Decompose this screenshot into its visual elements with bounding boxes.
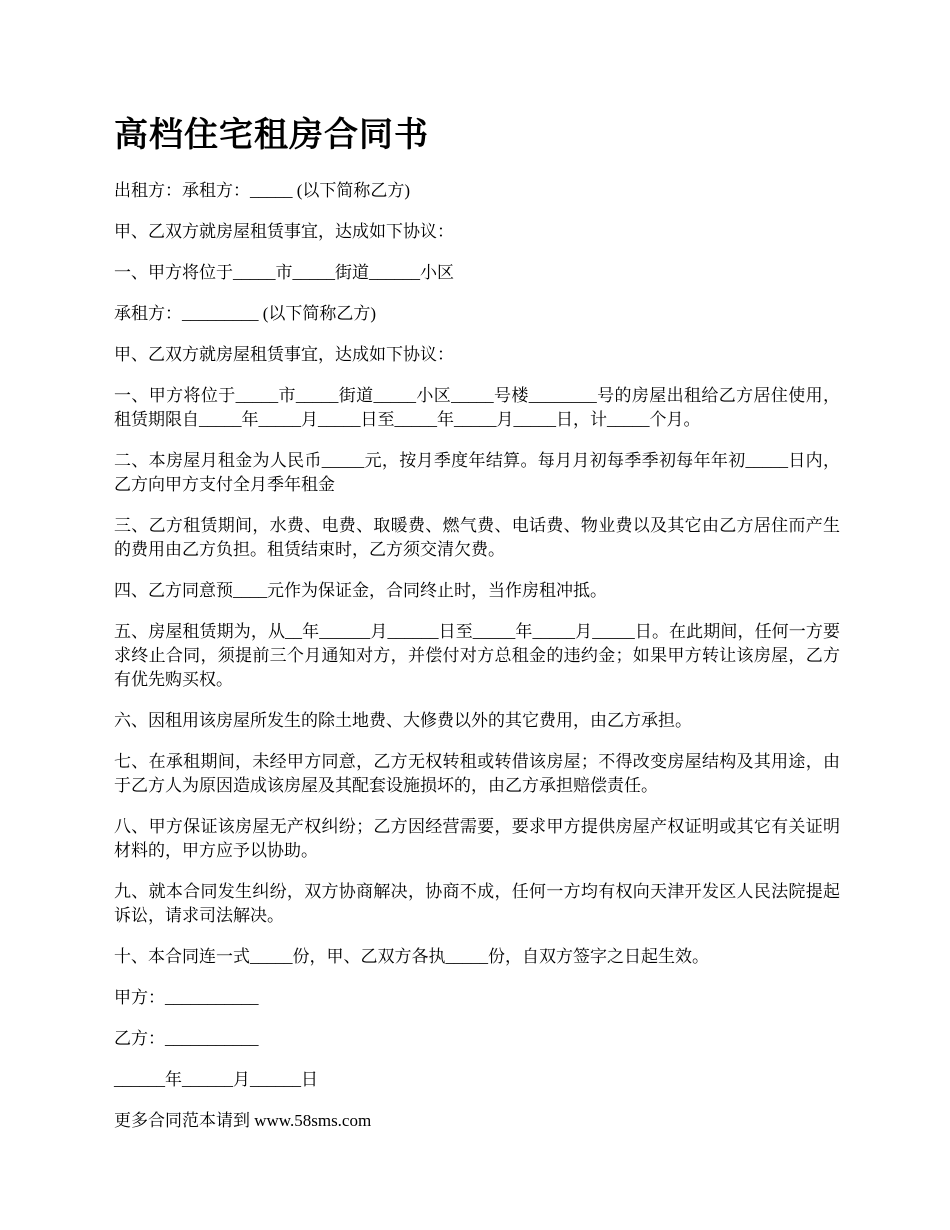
clause-7: 七、在承租期间，未经甲方同意，乙方无权转租或转借该房屋；不得改变房屋结构及其用途，由于乙方人为原因造成该房屋及其配套设施损坏的，由乙方承担赔偿责任。 [114,752,840,795]
document-page [114,112,840,1150]
clause-2: 二、本房屋月租金为人民币_____元，按月季度年结算。每月月初每季季初每年年初_____日内，乙方向甲方支付全月季年租金 [114,451,840,494]
clause-1: 一、甲方将位于_____市_____街道_____小区_____号楼________号的房屋出租给乙方居住使用，租赁期限自_____年_____月_____日至_____年_____月_____日，计_____个月。 [114,386,840,429]
signature-party-a: 甲方：___________ [114,988,259,1007]
paragraph-agreement-intro: 甲、乙双方就房屋租赁事宜，达成如下协议： [114,222,454,241]
paragraph-lessee: 承租方：_________ (以下简称乙方) [114,304,377,323]
clause-10: 十、本合同连一式_____份，甲、乙双方各执_____份，自双方签字之日起生效。 [114,947,709,966]
paragraph-location-short: 一、甲方将位于_____市_____街道______小区 [114,263,454,282]
paragraph-agreement-intro-2: 甲、乙双方就房屋租赁事宜，达成如下协议： [114,345,454,364]
signature-party-b: 乙方：___________ [114,1029,259,1048]
document-title: 高档住宅租房合同书 [114,117,429,154]
clause-4: 四、乙方同意预____元作为保证金，合同终止时，当作房租冲抵。 [114,581,607,600]
paragraph-lessor-lessee: 出租方：承租方：_____ (以下简称乙方) [114,181,411,200]
clause-5: 五、房屋租赁期为，从__年______月______日至_____年_____月_____日。在此期间，任何一方要求终止合同，须提前三个月通知对方，并偿付对方总租金的违约金；如果甲方转让该房屋，乙方有优先购买权。 [114,622,840,689]
clause-3: 三、乙方租赁期间，水费、电费、取暖费、燃气费、电话费、物业费以及其它由乙方居住而产生的费用由乙方负担。租赁结束时，乙方须交清欠费。 [114,516,840,559]
clause-9: 九、就本合同发生纠纷，双方协商解决，协商不成，任何一方均有权向天津开发区人民法院提起诉讼，请求司法解决。 [114,882,840,925]
signature-date: ______年______月______日 [114,1070,318,1089]
clause-6: 六、因租用该房屋所发生的除土地费、大修费以外的其它费用，由乙方承担。 [114,711,692,730]
clause-8: 八、甲方保证该房屋无产权纠纷；乙方因经营需要，要求甲方提供房屋产权证明或其它有关证明材料的，甲方应予以协助。 [114,817,840,860]
footer-link-text: 更多合同范本请到 www.58sms.com [114,1111,372,1130]
